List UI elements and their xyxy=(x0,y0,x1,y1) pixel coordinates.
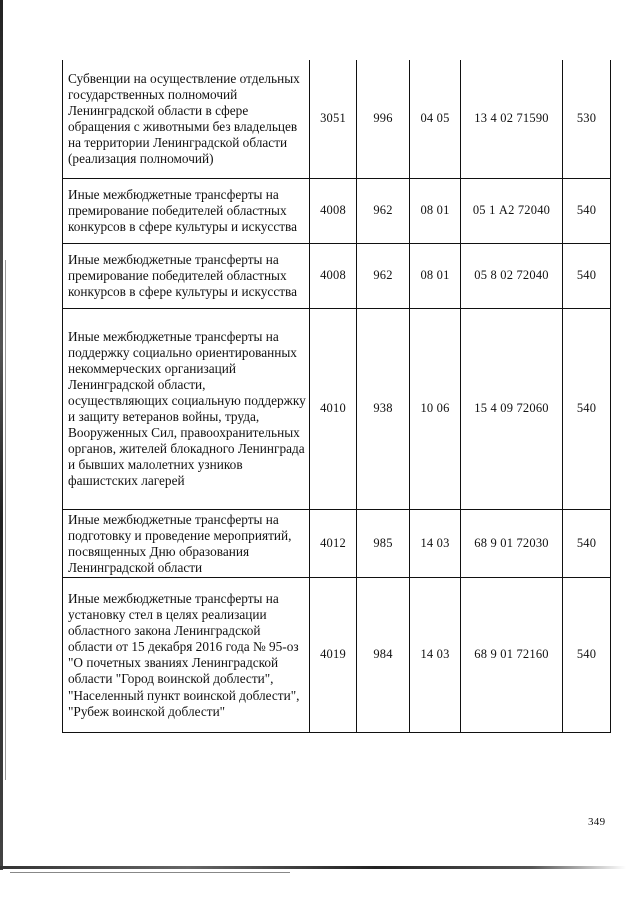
row-code: 4008 xyxy=(310,178,357,243)
row-expense-type: 540 xyxy=(563,178,611,243)
row-expense-type: 540 xyxy=(563,308,611,509)
row-code: 4019 xyxy=(310,577,357,732)
row-expense-type: 540 xyxy=(563,577,611,732)
row-target-article: 68 9 01 72030 xyxy=(461,509,563,577)
row-section-code: 04 05 xyxy=(410,60,461,178)
row-code: 4008 xyxy=(310,243,357,308)
row-admin-code: 996 xyxy=(357,60,410,178)
table-row xyxy=(63,308,611,509)
row-description: Иные межбюджетные трансферты на подготовку и проведение мероприятий, посвященных Дню образования Ленинградской области xyxy=(63,509,310,577)
row-expense-type: 540 xyxy=(563,243,611,308)
row-section-code: 14 03 xyxy=(410,577,461,732)
row-admin-code: 938 xyxy=(357,308,410,509)
row-code: 4012 xyxy=(310,509,357,577)
table-row xyxy=(63,577,611,732)
row-target-article: 05 1 А2 72040 xyxy=(461,178,563,243)
budget-table xyxy=(62,60,611,733)
row-target-article: 15 4 09 72060 xyxy=(461,308,563,509)
row-section-code: 08 01 xyxy=(410,243,461,308)
row-expense-type: 540 xyxy=(563,509,611,577)
row-description: Иные межбюджетные трансферты на поддержку социально ориентированных некоммерческих организаций Ленинградской области, осуществляющих социальную поддержку и защиту ветеранов войны, труда, Вооруженных Сил, правоохранительных органов, жителей блокадного Ленинграда и бывших малолетних узников фашистских лагерей xyxy=(63,308,310,509)
table-row xyxy=(63,60,611,178)
table-row xyxy=(63,509,611,577)
row-admin-code: 962 xyxy=(357,178,410,243)
table-row xyxy=(63,178,611,243)
scan-edge-left xyxy=(0,0,3,870)
row-section-code: 10 06 xyxy=(410,308,461,509)
scan-edge-bottom xyxy=(0,866,626,869)
row-description: Иные межбюджетные трансферты на установку стел в целях реализации областного закона Ленинградской области от 15 декабря 2016 года № 95-оз "О почетных званиях Ленинградской области "Город воинской доблести", "Населенный пункт воинской доблести", "Рубеж воинской доблести" xyxy=(63,577,310,732)
row-code: 3051 xyxy=(310,60,357,178)
row-target-article: 13 4 02 71590 xyxy=(461,60,563,178)
scan-edge-left-inner xyxy=(5,260,6,780)
page-number: 349 xyxy=(588,816,606,828)
row-admin-code: 962 xyxy=(357,243,410,308)
row-target-article: 68 9 01 72160 xyxy=(461,577,563,732)
row-description: Иные межбюджетные трансферты на премирование победителей областных конкурсов в сфере культуры и искусства xyxy=(63,243,310,308)
row-expense-type: 530 xyxy=(563,60,611,178)
row-code: 4010 xyxy=(310,308,357,509)
row-description: Субвенции на осуществление отдельных государственных полномочий Ленинградской области в сфере обращения с животными без владельцев на территории Ленинградской области (реализация полномочий) xyxy=(63,60,310,178)
row-description: Иные межбюджетные трансферты на премирование победителей областных конкурсов в сфере культуры и искусства xyxy=(63,178,310,243)
row-admin-code: 985 xyxy=(357,509,410,577)
row-admin-code: 984 xyxy=(357,577,410,732)
table-row xyxy=(63,243,611,308)
row-section-code: 08 01 xyxy=(410,178,461,243)
scan-edge-bottom-inner xyxy=(10,872,290,873)
row-section-code: 14 03 xyxy=(410,509,461,577)
row-target-article: 05 8 02 72040 xyxy=(461,243,563,308)
